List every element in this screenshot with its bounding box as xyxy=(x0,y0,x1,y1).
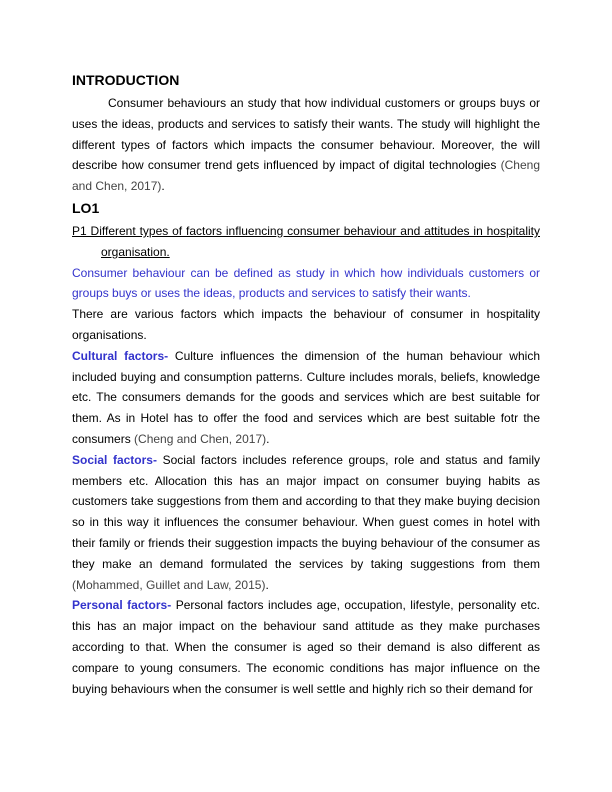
social-factors-paragraph xyxy=(72,450,540,596)
cultural-factors-paragraph xyxy=(72,346,540,450)
cultural-factors-text: Culture influences the dimension of the human behaviour which included buying and consumption patterns. Culture includes morals, beliefs, knowledge etc. The consumers demands for the goods and services which are best suitable for them. As in Hotel has to offer the food and services which are best suitable fotr the consumers xyxy=(72,348,540,446)
social-factors-term: Social factors- xyxy=(72,452,157,467)
introduction-text: Consumer behaviours an study that how individual customers or groups buys or uses the ideas, products and services to satisfy their wants. The study will highlight the different types of factors which impacts the consumer behaviour. Moreover, the will describe how consumer trend gets influenced by impact of digital technologies xyxy=(72,96,540,173)
social-factors-text: Social factors includes reference groups, role and status and family members etc. Allocation this has an major impact on consumer buying habits as customers take suggestions from them and according to that they make buying decision so in this way it influences the consumer behaviour. When guest comes in hotel with their family or friends their suggestion impacts the buying behaviour of the consumer as they make an demand formulated the services by taking suggestions from them xyxy=(72,452,540,571)
introduction-end: . xyxy=(161,179,165,194)
introduction-citation: (Cheng and Chen, 2017) xyxy=(72,158,540,194)
personal-factors-paragraph xyxy=(72,595,540,699)
cultural-factors-end: . xyxy=(266,431,270,446)
personal-factors-text: Personal factors includes age, occupation, lifestyle, personality etc. this has an major impact on the behaviour sand attitude as they make purchases according to that. When the consumer is aged so their demand is also different as compare to young consumers. The economic conditions has major influence on the buying behaviours when the consumer is well settle and highly rich so their demand for xyxy=(72,598,540,696)
cultural-factors-term: Cultural factors- xyxy=(72,348,169,363)
introduction-heading: INTRODUCTION xyxy=(72,72,180,88)
definition-paragraph: Consumer behaviour can be defined as study in which how individuals customers or groups buys or uses the ideas, products and services to satisfy their wants. xyxy=(72,265,540,301)
social-factors-end: . xyxy=(265,577,269,592)
social-factors-citation: (Mohammed, Guillet and Law, 2015) xyxy=(72,577,266,592)
cultural-factors-citation: (Cheng and Chen, 2017) xyxy=(134,431,267,446)
introduction-paragraph xyxy=(72,93,540,197)
overview-paragraph: There are various factors which impacts the behaviour of consumer in hospitality organisations. xyxy=(72,307,540,342)
lo1-heading: LO1 xyxy=(72,199,100,216)
personal-factors-term: Personal factors- xyxy=(72,598,172,613)
p1-subheading: P1 Different types of factors influencing consumer behaviour and attitudes in hospitality organisation. xyxy=(72,223,540,259)
